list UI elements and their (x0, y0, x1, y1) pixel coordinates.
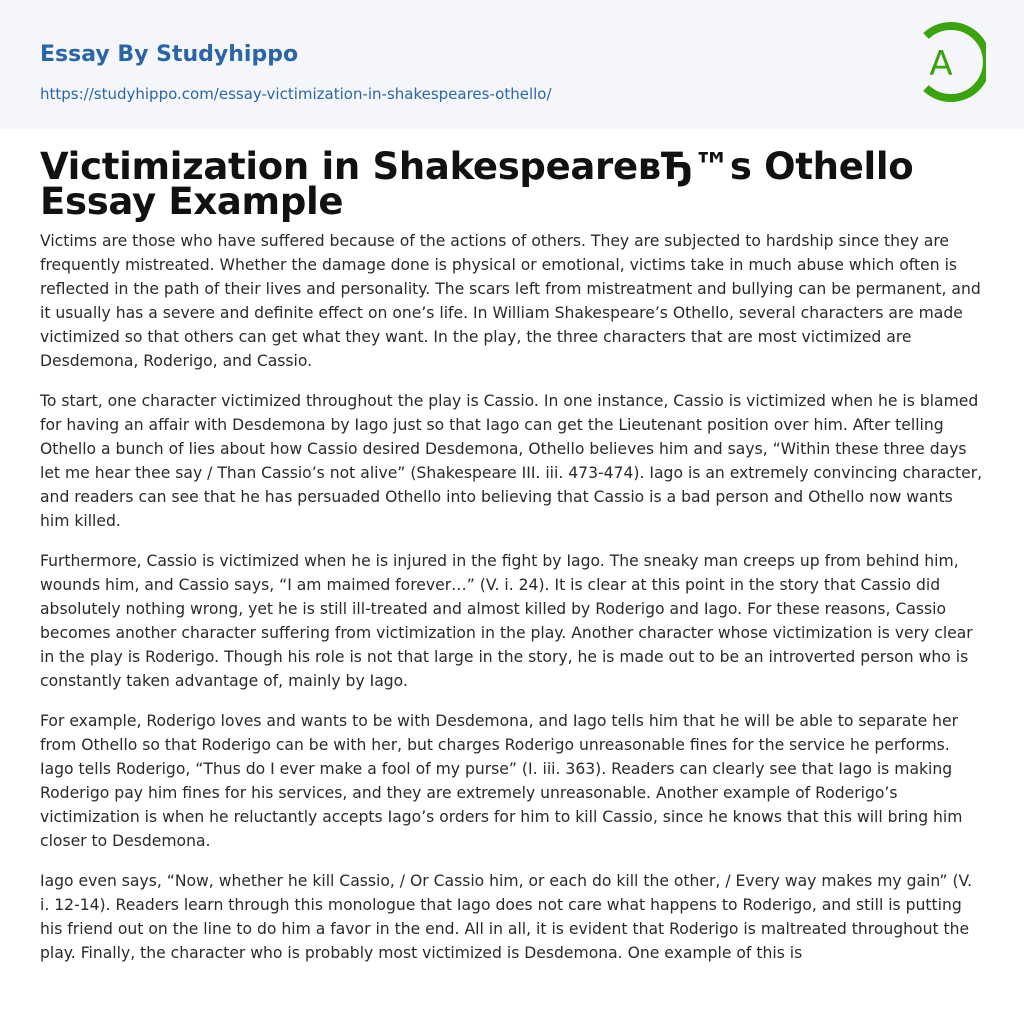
article-title: Victimization in ShakespeareвЂ™s Othello Essay Example (40, 145, 914, 223)
paragraph: Victims are those who have suffered because of the actions of others. They are subjected to hardship since they are frequently mistreated. Whether the damage done is physical or emotional, victims take in much abuse which often is reflected in the path of their lives and personality. The scars left from mistreatment and bullying can be permanent, and it usually has a severe and definite effect on one’s life. In William Shakespeare’s Othello, several characters are made victimized so that others can get what they want. In the play, the three characters that are most victimized are Desdemona, Roderigo, and Cassio. (40, 232, 981, 370)
paragraph: For example, Roderigo loves and wants to be with Desdemona, and Iago tells him that he will be able to separate her from Othello so that Roderigo can be with her, but charges Roderigo unreasonable fines for the service he performs. Iago tells Roderigo, “Thus do I ever make a fool of my purse” (I. iii. 363). Readers can clearly see that Iago is making Roderigo pay him fines for his services, and they are extremely unreasonable. Another example of Roderigo’s victimization is when he reluctantly accepts Iago’s orders for him to kill Cassio, since he knows that this will bring him closer to Desdemona. (40, 712, 963, 850)
logo-letter: A (929, 44, 953, 84)
paragraph: Furthermore, Cassio is victimized when he is injured in the fight by Iago. The sneaky man creeps up from behind him, wounds him, and Cassio says, “I am maimed forever…” (V. i. 24). It is clear at this point in the story that Cassio did absolutely nothing wrong, yet he is still ill-treated and almost killed by Roderigo and Iago. For these reasons, Cassio becomes another character suffering from victimization in the play. Another character whose victimization is very clear in the play is Roderigo. Though his role is not that large in the story, he is made out to be an introverted person who is constantly taken advantage of, mainly by Iago. (40, 552, 973, 690)
site-header (0, 0, 1024, 129)
paragraph: To start, one character victimized throughout the play is Cassio. In one instance, Cassio is victimized when he is blamed for having an affair with Desdemona by Iago just so that Iago can get the Lieutenant position over him. After telling Othello a bunch of lies about how Cassio desired Desdemona, Othello believes him and says, “Within these three days let me hear thee say / Than Cassio’s not alive” (Shakespeare III. iii. 473-474). Iago is an extremely convincing character, and readers can see that he has persuaded Othello into believing that Cassio is a bad person and Othello now wants him killed. (40, 392, 983, 530)
paragraph: Iago even says, “Now, whether he kill Cassio, / Or Cassio him, or each do kill the other, / Every way makes my gain” (V. i. 12-14). Readers learn through this monologue that Iago does not care what happens to Roderigo, and still is putting his friend out on the line to do him a favor in the end. All in all, it is evident that Roderigo is maltreated throughout the play. Finally, the character who is probably most victimized is Desdemona. One example of this is (40, 872, 973, 962)
logo-icon[interactable] (912, 19, 986, 105)
brand-title[interactable]: Essay By Studyhippo (40, 42, 299, 67)
article (0, 145, 1024, 965)
source-url-link[interactable]: https://studyhippo.com/essay-victimization-in-shakespeares-othello/ (40, 85, 552, 103)
